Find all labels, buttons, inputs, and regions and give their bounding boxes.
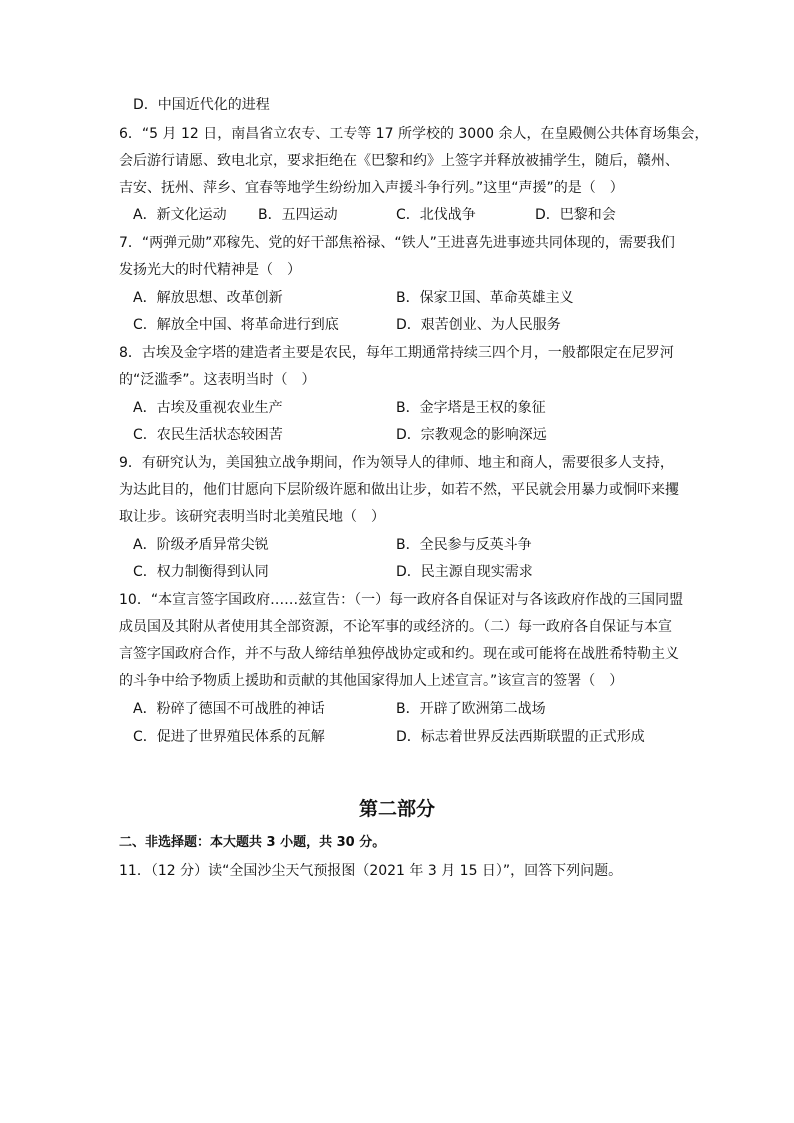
q8-option-a: A．古埃及重视农业生产 [133,400,283,416]
part-two-title: 第二部分 [358,798,435,820]
part-two-heading: 二、非选择题：本大题共 3 小题，共 30 分。 [119,835,386,850]
q7-stem-line-1: 7．“两弹元勋”邓稼先、党的好干部焦裕禄、“铁人”王进喜先进事迹共同体现的，需要我们 [119,235,675,251]
q7-option-a: A．解放思想、改革创新 [133,290,283,306]
q8-option-c: C．农民生活状态较困苦 [133,427,283,443]
q6-option-d: D．巴黎和会 [535,207,616,223]
q8-option-d: D．宗教观念的影响深远 [396,427,547,443]
q9-option-c: C．权力制衡得到认同 [133,564,269,580]
q9-option-b: B．全民参与反英斗争 [396,537,532,553]
q6-stem-line-2: 会后游行请愿、致电北京，要求拒绝在《巴黎和约》上签字并释放被捕学生，随后，赣州、 [119,153,679,169]
q10-option-b: B．开辟了欧洲第二战场 [396,701,546,717]
q6-option-b: B．五四运动 [258,207,338,223]
q10-option-d: D．标志着世界反法西斯联盟的正式形成 [396,729,645,745]
q8-stem-line-1: 8．古埃及金字塔的建造者主要是农民，每年工期通常持续三四个月，一般都限定在尼罗河 [119,345,674,361]
q11-stem: 11．（12 分）读“全国沙尘天气预报图（2021 年 3 月 15 日）”，回答下列问题。 [119,863,623,879]
q6-stem-line-3: 吉安、抚州、萍乡、宜春等地学生纷纷加入声援斗争行列。”这里“声援”的是（ ） [119,180,624,196]
q6-option-a: A．新文化运动 [133,207,227,223]
q9-option-a: A．阶级矛盾异常尖锐 [133,537,269,553]
q8-option-b: B．金字塔是王权的象征 [396,400,546,416]
q10-option-c: C．促进了世界殖民体系的瓦解 [133,729,325,745]
q9-option-d: D．民主源自现实需求 [396,564,533,580]
q8-stem-line-2: 的“泛滥季”。这表明当时（ ） [119,372,316,388]
q6-stem-line-1: 6．“5 月 12 日，南昌省立农专、工专等 17 所学校的 3000 余人，在皇殿侧公共体育场集会， [119,126,709,142]
q9-stem-line-1: 9．有研究认为，美国独立战争期间，作为领导人的律师、地主和商人，需要很多人支持， [119,455,674,471]
q10-stem-line-2: 成员国及其附从者使用其全部资源，不论军事的或经济的。（二）每一政府各自保证与本宣 [119,619,672,635]
q10-stem-line-4: 的斗争中给予物质上援助和贡献的其他国家得加人上述宣言。”该宣言的签署（ ） [119,673,624,689]
q5-option-d: D．中国近代化的进程 [133,97,270,113]
q10-option-a: A．粉碎了德国不可战胜的神话 [133,701,325,717]
q7-option-d: D．艰苦创业、为人民服务 [396,317,561,333]
q7-option-b: B．保家卫国、革命英雄主义 [396,290,574,306]
q6-option-c: C．北伐战争 [396,207,476,223]
q9-stem-line-2: 为达此目的，他们甘愿向下层阶级许愿和做出让步，如若不然，平民就会用暴力或恫吓来攫 [119,482,679,498]
q7-stem-line-2: 发扬光大的时代精神是（ ） [119,262,301,278]
q9-stem-line-3: 取让步。该研究表明当时北美殖民地（ ） [119,509,385,525]
q7-option-c: C．解放全中国、将革命进行到底 [133,317,339,333]
q10-stem-line-1: 10．“本宣言签字国政府……兹宣告：（一）每一政府各自保证对与各该政府作战的三国同盟 [119,592,684,608]
q10-stem-line-3: 言签字国政府合作，并不与敌人缔结单独停战协定或和约。现在或可能将在战胜希特勒主义 [119,646,679,662]
